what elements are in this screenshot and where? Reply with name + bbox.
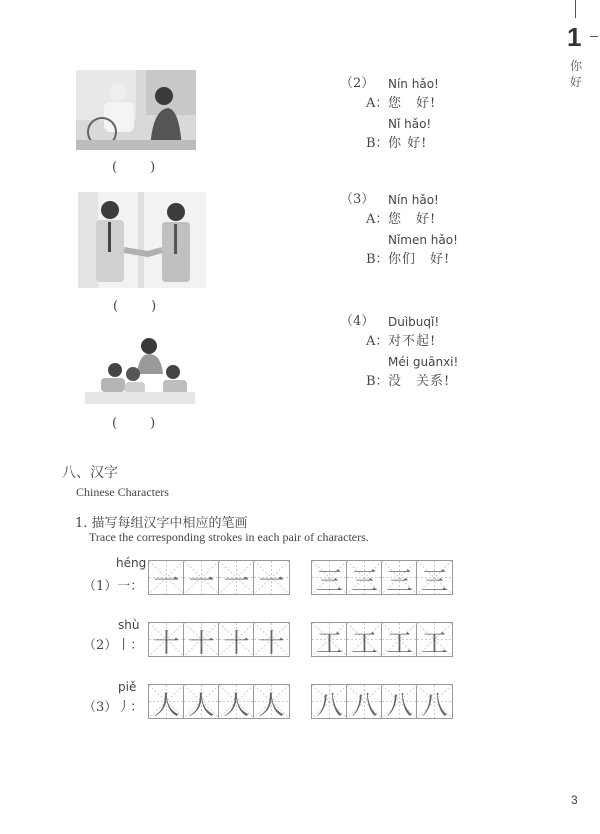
speaker-a-label: A： [366,334,389,349]
trace-cell[interactable] [312,561,347,597]
dialogue-b-hanzi: 没 关系! [388,374,451,389]
speaker-a-label: A： [366,212,389,227]
stroke-label: （2）丨： [83,638,144,653]
trace-cell[interactable] [254,685,289,721]
dialogue-b-hanzi: 你们 好! [388,252,451,267]
photo-two-businessmen-handshake [78,192,206,288]
trace-character: 一 [223,567,250,597]
trace-grid[interactable] [311,622,453,657]
stroke-label: （3）丿： [83,700,144,715]
dialogue-a-pinyin: Nín hǎo! [388,77,439,91]
dialogue-b-pinyin: Nǐmen hǎo! [388,233,458,247]
trace-character: 三 [316,567,343,597]
trace-character: 一 [188,567,215,597]
trace-character: 人 [188,691,215,721]
trace-cell[interactable] [347,685,382,721]
trace-cell[interactable] [382,623,417,659]
trace-character: 八 [386,691,413,721]
photo-answer-blank[interactable]: ( ) [112,160,156,175]
trace-cell[interactable] [417,623,452,659]
trace-cell[interactable] [312,685,347,721]
trace-character: 一 [258,567,285,597]
trace-grid[interactable] [311,684,453,719]
trace-cell[interactable] [254,623,289,659]
dialogue-a-hanzi: 您 好! [388,212,437,227]
page-number: 3 [571,793,578,807]
dialogue-2 [340,74,540,154]
trace-grid[interactable] [148,560,290,595]
speaker-b-label: B： [366,374,389,389]
trace-cell[interactable] [417,561,452,597]
dialogue-a-hanzi: 您 好! [388,96,437,111]
trace-cell[interactable] [219,623,254,659]
dialogue-a-hanzi: 对不起! [388,334,437,349]
dialogue-b-pinyin: Nǐ hǎo! [388,117,432,131]
trace-character: 工 [386,629,413,659]
trace-cell[interactable] [149,561,184,597]
dialogue-b-pinyin: Méi guānxi! [388,355,459,369]
trace-character: 人 [153,691,180,721]
trace-character: 八 [316,691,343,721]
task-subtitle: Trace the corresponding strokes in each pair of characters. [89,530,369,544]
trace-grid[interactable] [148,622,290,657]
trace-grid[interactable] [148,684,290,719]
trace-cell[interactable] [417,685,452,721]
trace-character: 三 [421,567,448,597]
trace-cell[interactable] [312,623,347,659]
trace-character: 工 [316,629,343,659]
section-title: 八、汉字 [62,465,118,481]
trace-character: 工 [351,629,378,659]
trace-character: 十 [223,629,250,659]
stroke-label: （1）一： [83,579,144,594]
trace-character: 八 [421,691,448,721]
dialogue-3 [340,190,540,270]
trace-cell[interactable] [184,561,219,597]
trace-character: 十 [258,629,285,659]
task-title: 1. 描写每组汉字中相应的笔画 [75,516,248,531]
trace-character: 三 [386,567,413,597]
stroke-pinyin: héng [116,556,147,570]
trace-character: 八 [351,691,378,721]
trace-cell[interactable] [149,623,184,659]
trace-cell[interactable] [184,685,219,721]
chapter-number: 1 [567,22,582,52]
trace-character: 一 [153,567,180,597]
chapter-title-char: 你 [569,59,582,73]
trace-cell[interactable] [184,623,219,659]
trace-cell[interactable] [347,623,382,659]
chapter-tab-rule [575,0,576,18]
photo-answer-blank[interactable]: ( ) [112,416,156,431]
trace-grid[interactable] [311,560,453,595]
trace-cell[interactable] [347,561,382,597]
trace-character: 人 [223,691,250,721]
trace-cell[interactable] [219,561,254,597]
trace-cell[interactable] [149,685,184,721]
dialogue-a-pinyin: Duìbuqǐ! [388,315,440,329]
stroke-pinyin: shù [118,618,140,632]
dialogue-4 [340,312,540,392]
trace-cell[interactable] [382,685,417,721]
section-subtitle: Chinese Characters [76,485,169,499]
photo-elderly-man-and-woman-greeting [76,70,196,150]
trace-cell[interactable] [219,685,254,721]
dialogue-number: （3） [340,192,375,207]
photo-answer-blank[interactable]: ( ) [113,299,157,314]
dialogue-number: （4） [340,314,375,329]
chapter-title-char: 好 [569,75,582,89]
photo-teacher-with-children [77,334,195,406]
trace-character: 三 [351,567,378,597]
speaker-b-label: B： [366,136,389,151]
chapter-tab-dash [590,36,598,37]
speaker-a-label: A： [366,96,389,111]
trace-character: 人 [258,691,285,721]
dialogue-b-hanzi: 你 好! [388,136,428,151]
stroke-pinyin: piě [118,680,137,694]
trace-character: 十 [188,629,215,659]
trace-character: 工 [421,629,448,659]
speaker-b-label: B： [366,252,389,267]
dialogue-number: （2） [340,76,375,91]
trace-character: 十 [153,629,180,659]
chapter-title [569,58,583,90]
dialogue-a-pinyin: Nín hǎo! [388,193,439,207]
trace-cell[interactable] [382,561,417,597]
trace-cell[interactable] [254,561,289,597]
